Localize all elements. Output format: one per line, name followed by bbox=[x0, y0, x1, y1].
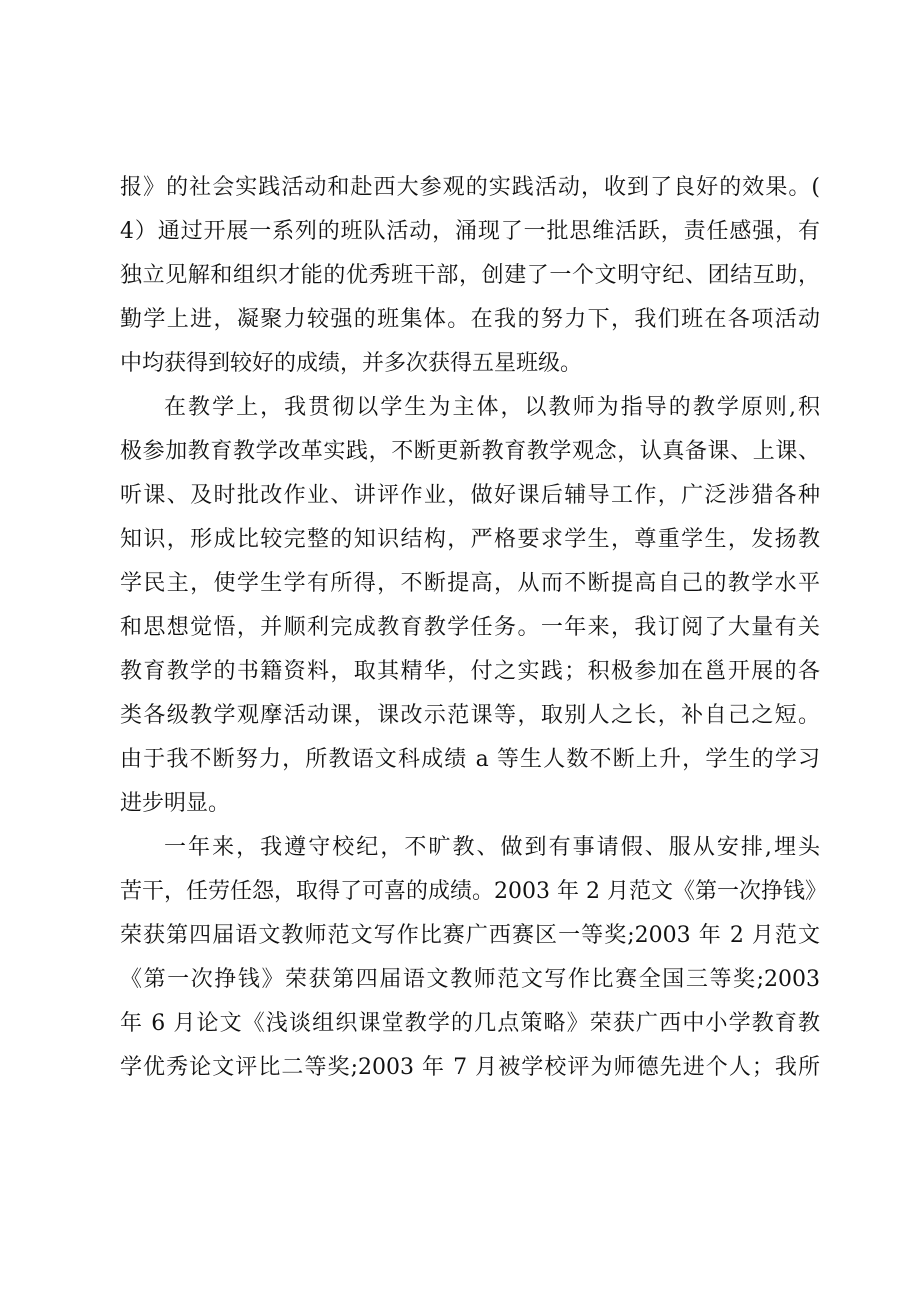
paragraph-first-line: 一年来，我遵守校纪，不旷教、做到有事请假、服从安排,埋头 bbox=[164, 835, 820, 860]
text-line: 年 6 月论文《浅谈组织课堂教学的几点策略》荣获广西中小学教育教 bbox=[120, 1011, 820, 1036]
text-line: 勤学上进，凝聚力较强的班集体。在我的努力下，我们班在各项活动 bbox=[120, 307, 820, 332]
text-line: 学优秀论文评比二等奖;2003 年 7 月被学校评为师德先进个人；我所 bbox=[120, 1055, 820, 1080]
text-line: 4）通过开展一系列的班队活动，涌现了一批思维活跃，责任感强，有 bbox=[120, 219, 820, 244]
text-line: 教育教学的书籍资料，取其精华，付之实践；积极参加在邕开展的各 bbox=[120, 659, 820, 684]
text-line: 和思想觉悟，并顺利完成教育教学任务。一年来，我订阅了大量有关 bbox=[120, 615, 820, 640]
text-line: 极参加教育教学改革实践，不断更新教育教学观念，认真备课、上课、 bbox=[120, 439, 820, 464]
text-line: 类各级教学观摩活动课，课改示范课等，取别人之长，补自己之短。 bbox=[120, 703, 820, 728]
text-line: 《第一次挣钱》荣获第四届语文教师范文写作比赛全国三等奖;2003 bbox=[120, 967, 820, 992]
text-line: 中均获得到较好的成绩，并多次获得五星班级。 bbox=[120, 351, 583, 376]
text-line: 由于我不断努力，所教语文科成绩 a 等生人数不断上升，学生的学习 bbox=[120, 747, 820, 772]
text-line: 进步明显。 bbox=[120, 791, 231, 816]
text-line: 荣获第四届语文教师范文写作比赛广西赛区一等奖;2003 年 2 月范文 bbox=[120, 923, 820, 948]
text-line: 知识，形成比较完整的知识结构，严格要求学生，尊重学生，发扬教 bbox=[120, 527, 820, 552]
text-line: 独立见解和组织才能的优秀班干部，创建了一个文明守纪、团结互助， bbox=[120, 263, 820, 288]
text-line: 学民主，使学生学有所得，不断提高，从而不断提高自己的教学水平 bbox=[120, 571, 820, 596]
paragraph-first-line: 在教学上，我贯彻以学生为主体，以教师为指导的教学原则,积 bbox=[164, 395, 820, 420]
text-line: 报》的社会实践活动和赴西大参观的实践活动，收到了良好的效果。( bbox=[120, 175, 820, 200]
text-line: 苦干，任劳任怨，取得了可喜的成绩。2003 年 2 月范文《第一次挣钱》 bbox=[120, 879, 827, 904]
text-line: 听课、及时批改作业、讲评作业，做好课后辅导工作，广泛涉猎各种 bbox=[120, 483, 820, 508]
